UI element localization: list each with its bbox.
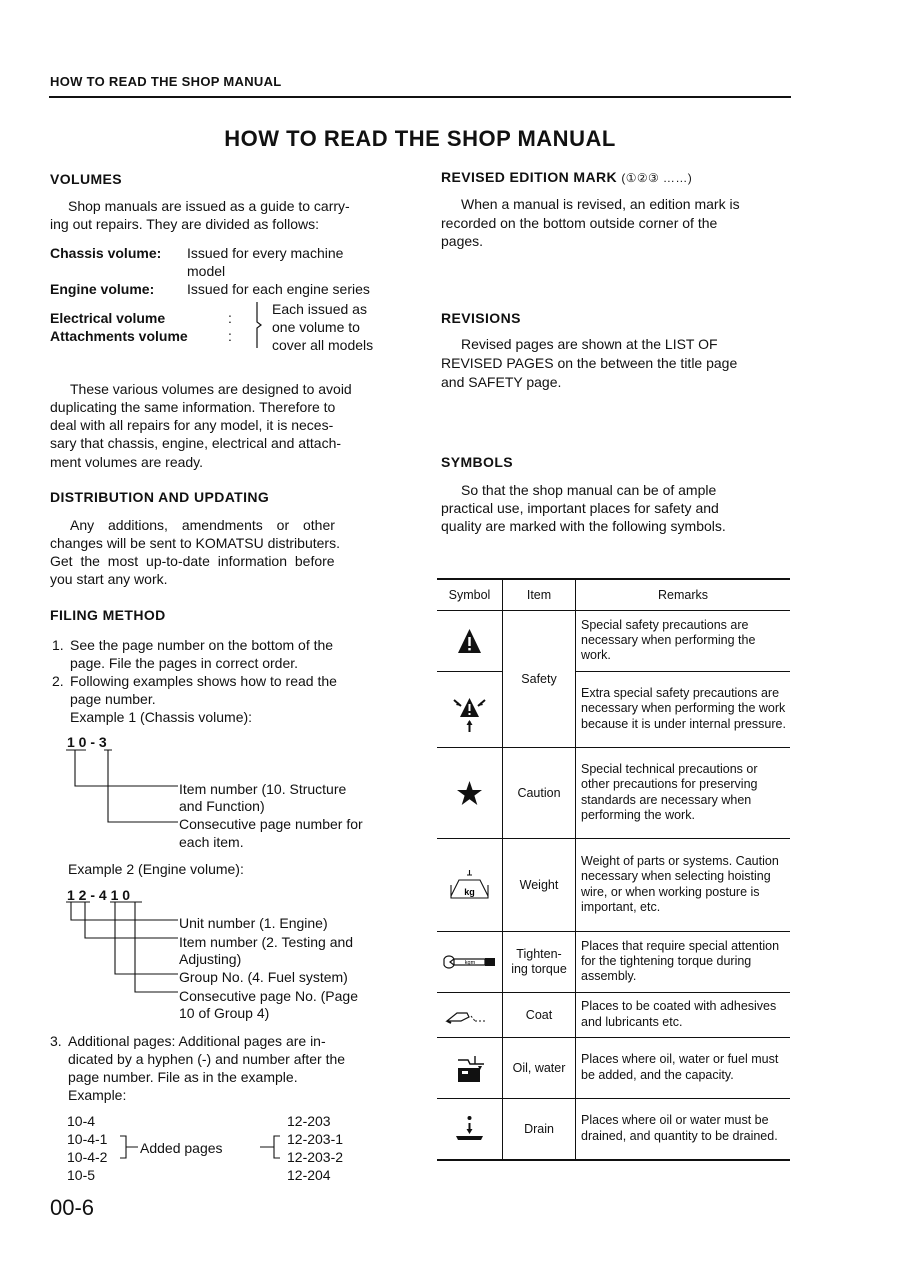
example-1-item-number-1: Item number (10. Structure <box>179 781 347 797</box>
example-2-code-group-page: 4 1 0 <box>98 887 131 903</box>
volumes-para-5: ment volumes are ready. <box>50 454 204 470</box>
safety-remarks-2: Extra special safety precautions are necessary when performing the work because it is under internal pressure. <box>576 672 791 748</box>
star-icon <box>437 778 502 808</box>
revised-mark-heading <box>441 169 692 185</box>
drain-symbol-cell <box>437 1099 503 1161</box>
tightening-item-cell <box>503 932 576 993</box>
tightening-symbol-cell <box>437 932 503 993</box>
revised-mark-line-2: recorded on the bottom outside corner of the <box>441 215 718 231</box>
electrical-volume-label: Electrical volume <box>50 310 166 326</box>
example-1-code-item: 1 0 <box>67 734 87 750</box>
left-page-example-3: 10-4-2 <box>67 1149 108 1165</box>
added-pages-label: Added pages <box>140 1140 223 1156</box>
tightening-item-line-1: Tighten- <box>516 947 562 961</box>
filing-item3-line2: dicated by a hyphen (-) and number after the <box>68 1051 346 1067</box>
filing-item2-line1: Following examples shows how to read the <box>70 673 337 689</box>
torque-wrench-icon <box>437 950 502 974</box>
filing-heading: FILING METHOD <box>50 607 166 623</box>
example-2-page-number-2: 10 of Group 4) <box>179 1005 270 1021</box>
example-1-label: Example 1 (Chassis volume): <box>70 709 253 725</box>
distribution-line-1: Any additions, amendments or other <box>70 517 335 533</box>
symbols-line-1: So that the shop manual can be of ample <box>461 482 717 498</box>
distribution-heading: DISTRIBUTION AND UPDATING <box>50 489 270 505</box>
example-1-page-number-1: Consecutive page number for <box>179 816 363 832</box>
header-symbol: Symbol <box>437 579 503 611</box>
left-page-example-1: 10-4 <box>67 1113 96 1129</box>
drain-item-cell: Drain <box>503 1099 576 1161</box>
tightening-remarks: Places that require special attention for the tightening torque during assembly. <box>576 932 791 993</box>
volumes-intro-1: Shop manuals are issued as a guide to carry- <box>68 198 350 214</box>
example-2-code-unit-item: 1 2 <box>67 887 87 903</box>
volume-group-text-2: one volume to <box>272 319 360 335</box>
revised-mark-line-3: pages. <box>441 233 484 249</box>
example-2-label: Example 2 (Engine volume): <box>68 861 244 877</box>
safety-symbol-cell <box>437 611 503 672</box>
volumes-para-1: These various volumes are designed to avoid <box>70 381 352 397</box>
table-row-safety-1 <box>437 611 790 672</box>
filing-item1-line1: See the page number on the bottom of the <box>70 637 334 653</box>
safety-item-cell: Safety <box>503 611 576 748</box>
filing-item3-line1: Additional pages: Additional pages are in- <box>68 1033 326 1049</box>
warning-triangle-icon <box>437 626 502 656</box>
pressure-symbol-cell <box>437 672 503 748</box>
example-2-unit-number: Unit number (1. Engine) <box>179 915 328 931</box>
filing-item3-number: 3. <box>50 1033 62 1049</box>
right-page-example-3: 12-203-2 <box>287 1149 344 1165</box>
table-row-safety-2 <box>437 672 790 748</box>
running-header: HOW TO READ THE SHOP MANUAL <box>50 74 282 89</box>
volume-group-text-1: Each issued as <box>272 301 367 317</box>
distribution-line-2: changes will be sent to KOMATSU distributers. <box>50 535 340 551</box>
right-page-example-4: 12-204 <box>287 1167 331 1183</box>
attachments-colon: : <box>228 328 232 344</box>
volumes-para-2: duplicating the same information. Therefore to <box>50 399 336 415</box>
example-1-item-number-2: and Function) <box>179 798 265 814</box>
weight-symbol-cell <box>437 839 503 932</box>
header-item: Item <box>503 579 576 611</box>
filing-item2-line2: page number. <box>70 691 156 707</box>
weight-icon <box>437 868 502 902</box>
revisions-heading: REVISIONS <box>441 310 521 326</box>
example-1-code-page: 3 <box>98 734 107 750</box>
table-row-weight <box>437 839 790 932</box>
tightening-item-line-2: ing torque <box>511 962 567 976</box>
volume-group-brace <box>250 300 264 350</box>
revised-mark-heading-text: REVISED EDITION MARK <box>441 169 618 185</box>
caution-symbol-cell <box>437 748 503 839</box>
engine-volume-label: Engine volume: <box>50 281 155 297</box>
attachments-volume-label: Attachments volume <box>50 328 188 344</box>
coat-symbol-cell <box>437 993 503 1038</box>
right-page-example-2: 12-203-1 <box>287 1131 344 1147</box>
coat-brush-icon <box>437 1003 502 1027</box>
volume-group-text-3: cover all models <box>272 337 374 353</box>
caution-item-cell: Caution <box>503 748 576 839</box>
weight-icon-label: kg <box>464 887 475 897</box>
drain-remarks: Places where oil or water must be drained, and quantity to be drained. <box>576 1099 791 1161</box>
symbols-line-3: quality are marked with the following symbols. <box>441 518 726 534</box>
drain-icon <box>437 1114 502 1144</box>
distribution-line-3: Get the most up-to-date information before <box>50 553 335 569</box>
revisions-line-1: Revised pages are shown at the LIST OF <box>461 336 718 352</box>
volumes-para-4: sary that chassis, engine, electrical and attach- <box>50 435 342 451</box>
oil-can-icon <box>437 1052 502 1084</box>
filing-item3-line4: Example: <box>68 1087 127 1103</box>
filing-item1-line2: page. File the pages in correct order. <box>70 655 299 671</box>
distribution-line-4: you start any work. <box>50 571 168 587</box>
left-page-example-4: 10-5 <box>67 1167 96 1183</box>
page-number: 00-6 <box>50 1195 95 1220</box>
oil-water-item-cell: Oil, water <box>503 1038 576 1099</box>
left-page-example-2: 10-4-1 <box>67 1131 108 1147</box>
example-2-group-number: Group No. (4. Fuel system) <box>179 969 348 985</box>
header-rule <box>49 96 791 98</box>
weight-item-cell: Weight <box>503 839 576 932</box>
table-row-caution <box>437 748 790 839</box>
coat-item-cell: Coat <box>503 993 576 1038</box>
symbols-table <box>437 578 790 1161</box>
table-row-tightening <box>437 932 790 993</box>
safety-remarks-1: Special safety precautions are necessary when performing the work. <box>576 611 791 672</box>
example-2-item-number-1: Item number (2. Testing and <box>179 934 354 950</box>
symbols-heading: SYMBOLS <box>441 454 514 470</box>
table-row-oil-water <box>437 1038 790 1099</box>
example-2-page-number-1: Consecutive page No. (Page <box>179 988 358 1004</box>
table-row-coat <box>437 993 790 1038</box>
engine-volume-text: Issued for each engine series <box>187 281 370 297</box>
example-1-code-separator: - <box>86 734 99 750</box>
filing-item2-number: 2. <box>52 673 64 689</box>
chassis-volume-text-1: Issued for every machine <box>187 245 344 261</box>
volumes-intro-2: ing out repairs. They are divided as follows: <box>50 216 319 232</box>
revisions-line-3: and SAFETY page. <box>441 374 562 390</box>
chassis-volume-text-2: model <box>187 263 226 279</box>
filing-item3-line3: page number. File as in the example. <box>68 1069 298 1085</box>
chassis-volume-label: Chassis volume: <box>50 245 162 261</box>
oil-water-remarks: Places where oil, water or fuel must be added, and the capacity. <box>576 1038 791 1099</box>
example-2-item-number-2: Adjusting) <box>179 951 242 967</box>
example-1-leader-lines <box>60 748 180 828</box>
filing-item1-number: 1. <box>52 637 64 653</box>
oil-water-symbol-cell <box>437 1038 503 1099</box>
example-1-page-number-2: each item. <box>179 834 244 850</box>
page-title: HOW TO READ THE SHOP MANUAL <box>224 126 616 151</box>
table-row-drain <box>437 1099 790 1161</box>
example-2-leader-lines <box>60 900 180 1000</box>
table-header-row <box>437 579 790 611</box>
revised-mark-symbols: (①②③ ……) <box>621 171 693 185</box>
pressure-warning-icon <box>437 686 502 734</box>
header-remarks: Remarks <box>576 579 791 611</box>
weight-remarks: Weight of parts or systems. Caution necessary when selecting hoisting wire, or when working posture is important, etc. <box>576 839 791 932</box>
right-page-example-1: 12-203 <box>287 1113 331 1129</box>
symbols-line-2: practical use, important places for safety and <box>441 500 719 516</box>
caution-remarks: Special technical precautions or other precautions for preserving standards are necessary when performing the work. <box>576 748 791 839</box>
volumes-heading: VOLUMES <box>50 171 123 187</box>
example-2-code-separator: - <box>86 887 99 903</box>
revisions-line-2: REVISED PAGES on the between the title page <box>441 355 738 371</box>
coat-remarks: Places to be coated with adhesives and lubricants etc. <box>576 993 791 1038</box>
electrical-colon: : <box>228 310 232 326</box>
volumes-para-3: deal with all repairs for any model, it is neces- <box>50 417 334 433</box>
torque-icon-label: kgm <box>464 960 476 966</box>
revised-mark-line-1: When a manual is revised, an edition mark is <box>461 196 740 212</box>
